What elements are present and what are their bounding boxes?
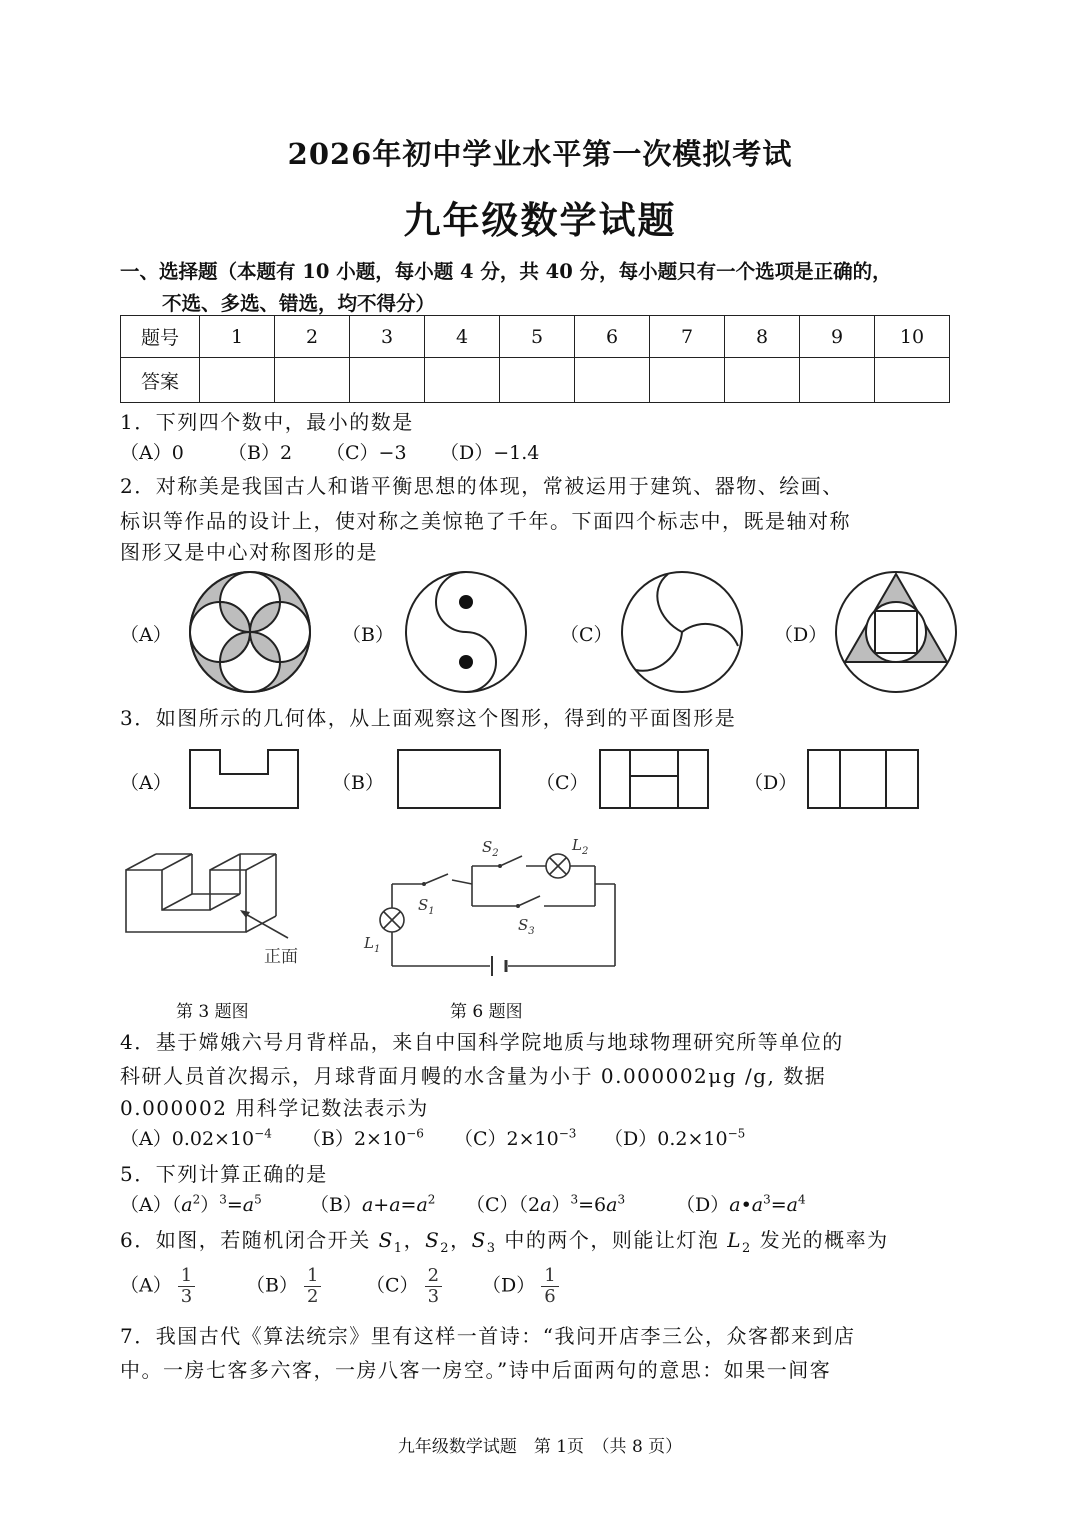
answer-cell[interactable] (425, 358, 500, 403)
fraction: $\frac{2}{3}$ (425, 1266, 442, 1307)
table-number: 2 (275, 316, 350, 358)
q4-option-d: $(D)0.2\times 10^{-5}$ (604, 1126, 746, 1150)
answer-cell[interactable] (650, 358, 725, 403)
q3-option-c-shape (598, 748, 710, 810)
q2-logo-b-taiji (402, 570, 530, 695)
q3-option-d-shape (806, 748, 920, 810)
q4-option-a: $(A)0.02\times 10^{-4}$ (120, 1126, 272, 1150)
table-number: 6 (575, 316, 650, 358)
q2-label-b: （B） (342, 624, 394, 646)
table-number: 5 (500, 316, 575, 358)
q2-label-c: （C） (560, 624, 613, 646)
q1-option-b: （B）2 (228, 442, 293, 464)
subject-title: 九年级数学试题 (403, 198, 677, 242)
q3-option-b-shape (396, 748, 502, 810)
circuit-label-s2: $S_2$ (482, 838, 499, 859)
circuit-label-l2: $L_2$ (572, 836, 589, 857)
answer-table-answer-row (121, 358, 950, 403)
q2-logo-a-quatrefoil (185, 570, 315, 695)
q5-option-b: $(B)a+a=a^2$ (310, 1192, 436, 1216)
q3-label-d: （D） (744, 772, 798, 794)
q4-stem-line1: 4．基于嫦娥六号月背样品，来自中国科学院地质与地球物理研究所等单位的 (120, 1030, 844, 1054)
q3-figure-caption: 第 3 题图 (176, 1002, 249, 1022)
q3-option-a-shape (188, 748, 300, 810)
q1-option-c: （C）−3 (326, 442, 407, 464)
answer-cell[interactable] (725, 358, 800, 403)
table-label-answer: 答案 (121, 358, 200, 403)
answer-cell[interactable] (350, 358, 425, 403)
table-label-question-number: 题号 (121, 316, 200, 358)
q6-stem: 6．如图，若随机闭合开关 $S_1$，$S_2$，$S_3$ 中的两个，则能让灯泡 $L_2$ 发光的概率为 (120, 1228, 889, 1256)
q2-stem-line1: 2．对称美是我国古人和谐平衡思想的体现，常被运用于建筑、器物、绘画、 (120, 474, 844, 498)
q7-stem-line1: 7．我国古代《算法统宗》里有这样一首诗：“我问开店李三公，众客都来到店 (120, 1324, 856, 1348)
q6-option-a: （A） $\frac{1}{3}$ (120, 1266, 195, 1307)
section-heading-line1: 一、选择题（本题有 10 小题，每小题 4 分，共 40 分，每小题只有一个选项是正确的， (120, 260, 892, 283)
q6-option-b: （B） $\frac{1}{2}$ (246, 1266, 321, 1307)
q4-stem-line3: 0.000002 用科学记数法表示为 (120, 1096, 429, 1120)
q2-stem-line3: 图形又是中心对称图形的是 (120, 540, 378, 564)
section-heading (120, 256, 970, 320)
section-heading-line2: 不选、多选、错选，均不得分） (162, 292, 436, 315)
answer-cell[interactable] (275, 358, 350, 403)
q6-circuit-diagram (360, 832, 620, 982)
answer-table-number-row (121, 316, 950, 358)
q2-label-a: （A） (120, 624, 172, 646)
table-number: 9 (800, 316, 875, 358)
q3-front-label: 正面 (264, 947, 298, 967)
circuit-label-s3: $S_3$ (518, 916, 535, 937)
q6-option-c: （C） $\frac{2}{3}$ (366, 1266, 442, 1307)
circuit-label-l1: $L_1$ (364, 934, 381, 955)
q3-label-a: （A） (120, 772, 172, 794)
q6-figure-caption: 第 6 题图 (450, 1002, 523, 1022)
q3-stem: 3．如图所示的几何体，从上面观察这个图形，得到的平面图形是 (120, 706, 737, 730)
q2-stem-line2: 标识等作品的设计上，使对称之美惊艳了千年。下面四个标志中，既是轴对称 (120, 509, 851, 533)
q3-label-c: （C） (536, 772, 589, 794)
q4-option-c: $(C)2\times 10^{-3}$ (454, 1126, 577, 1150)
circuit-label-s1: $S_1$ (418, 896, 435, 917)
q7-stem-line2: 中。一房七客多六客，一房八客一房空。”诗中后面两句的意思：如果一间客 (120, 1358, 832, 1382)
q2-logo-c-swirl (618, 570, 746, 695)
q2-label-d: （D） (774, 624, 828, 646)
table-number: 7 (650, 316, 725, 358)
q6-option-d: （D） $\frac{1}{6}$ (482, 1266, 559, 1307)
q5-option-c: $(C)(2a)^3=6a^3$ (466, 1192, 626, 1216)
answer-table (120, 315, 950, 403)
q1-option-a: （A）0 (120, 442, 184, 464)
answer-cell[interactable] (200, 358, 275, 403)
page-footer: 九年级数学试题 第 1页 （共 8 页） (397, 1437, 683, 1457)
q1-option-d: （D）−1.4 (440, 442, 540, 464)
exam-title: 2026年初中学业水平第一次模拟考试 (287, 137, 793, 171)
q5-option-d: $(D)a•a^3=a^4$ (676, 1192, 806, 1216)
q2-logo-d-triangle (832, 570, 960, 695)
fraction: $\frac{1}{3}$ (178, 1266, 195, 1307)
answer-cell[interactable] (500, 358, 575, 403)
answer-cell[interactable] (575, 358, 650, 403)
q4-option-b: $(B)2\times 10^{-6}$ (302, 1126, 424, 1150)
table-number: 4 (425, 316, 500, 358)
q1-stem: 1．下列四个数中，最小的数是 (120, 410, 414, 434)
table-number: 3 (350, 316, 425, 358)
table-number: 1 (200, 316, 275, 358)
table-number: 10 (875, 316, 950, 358)
table-number: 8 (725, 316, 800, 358)
q5-option-a: $(A)(a^2)^3=a^5$ (120, 1192, 262, 1216)
q5-stem: 5．下列计算正确的是 (120, 1162, 328, 1186)
answer-cell[interactable] (875, 358, 950, 403)
answer-cell[interactable] (800, 358, 875, 403)
fraction: $\frac{1}{6}$ (541, 1266, 558, 1307)
q3-label-b: （B） (332, 772, 384, 794)
fraction: $\frac{1}{2}$ (304, 1266, 321, 1307)
q4-stem-line2: 科研人员首次揭示，月球背面月幔的水含量为小于 0.000002μg /g, 数据 (120, 1064, 827, 1088)
